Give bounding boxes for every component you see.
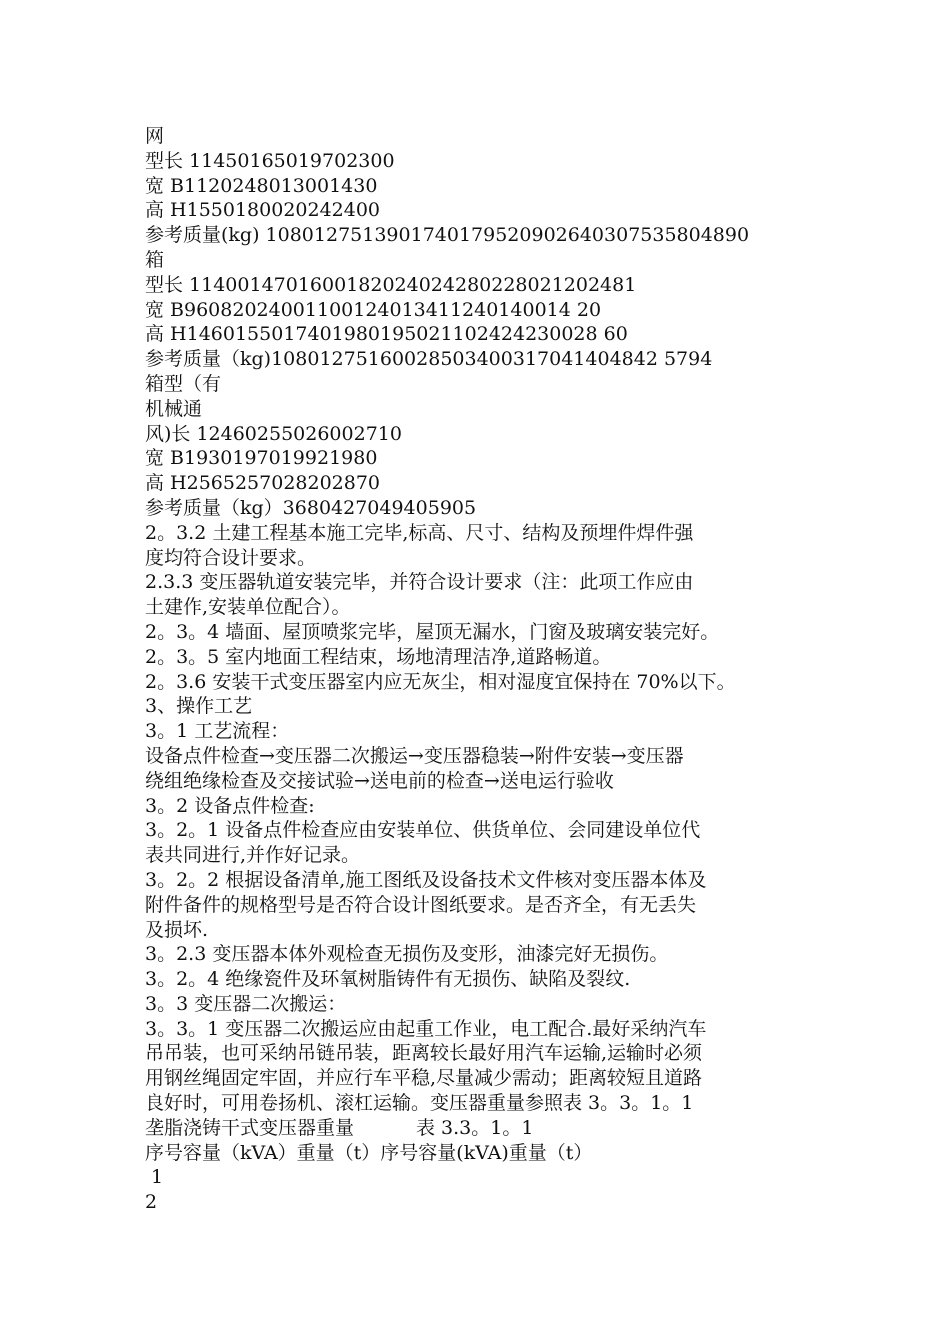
text-line: 型长 1140014701600182024024280228021202481 (145, 273, 637, 296)
text-line: 2。3.2 土建工程基本施工完毕,标高、尺寸、结构及预埋件焊件强 (145, 521, 694, 544)
text-line: 参考质量（kg）3680427049405905 (145, 496, 477, 519)
document-body (145, 124, 815, 1215)
text-line: 度均符合设计要求。 (145, 546, 317, 569)
text-line: 宽 B1930197019921980 (145, 447, 378, 470)
text-line: 吊吊装，也可采纳吊链吊装，距离较长最好用汽车运输,运输时必须 (145, 1042, 703, 1065)
text-line: 良好时，可用卷扬机、滚杠运输。变压器重量参照表 3。3。1。1 (145, 1092, 694, 1115)
text-line: 3。2。4 绝缘瓷件及环氧树脂铸件有无损伤、缺陷及裂纹. (145, 968, 631, 991)
text-line: 2。3.6 安装干式变压器室内应无灰尘，相对湿度宜保持在 70%以下。 (145, 670, 736, 693)
text-line: 3。3 变压器二次搬运： (145, 992, 347, 1015)
text-line: 及损坏. (145, 918, 209, 941)
text-line: 2。3。5 室内地面工程结束，场地清理洁净,道路畅道。 (145, 645, 612, 668)
text-line: 网 (145, 125, 165, 147)
table-title-right: 表 3.3。1。1 (416, 1116, 534, 1139)
text-line: 3、操作工艺 (145, 695, 253, 718)
table-row: 2 (145, 1191, 158, 1214)
text-line: 绕组绝缘检查及交接试验→送电前的检查→送电运行验收 (145, 769, 614, 792)
text-line: 用钢丝绳固定牢固，并应行车平稳,尽量减少需动；距离较短且道路 (145, 1067, 703, 1090)
text-line: 3。2 设备点件检查: (145, 794, 315, 817)
text-line: 3。2。2 根据设备清单,施工图纸及设备技术文件核对变压器本体及 (145, 868, 707, 891)
text-line: 3。3。1 变压器二次搬运应由起重工作业，电工配合.最好采纳汽车 (145, 1017, 707, 1040)
text-line: 2.3.3 变压器轨道安装完毕，并符合设计要求（注：此项工作应由 (145, 571, 694, 594)
text-line: 高 H2565257028202870 (145, 472, 381, 495)
text-line: 高 H1550180020242400 (145, 199, 381, 222)
table-header: 序号容量（kVA）重量（t）序号容量(kVA)重量（t） (145, 1141, 593, 1164)
text-line: 土建作,安装单位配合）。 (145, 596, 351, 619)
text-line: 高 H1460155017401980195021102424230028 60 (145, 323, 628, 346)
table-row: 1 (145, 1166, 164, 1189)
text-line: 型长 11450165019702300 (145, 149, 395, 172)
table-title-left: 垄脂浇铸干式变压器重量 (145, 1116, 355, 1139)
text-line: 3。2.3 变压器本体外观检查无损伤及变形，油漆完好无损伤。 (145, 943, 669, 966)
text-line: 机械通 (145, 397, 203, 420)
text-line: 3。2。1 设备点件检查应由安装单位、供货单位、会同建设单位代 (145, 819, 701, 842)
text-line: 箱型（有 (145, 372, 222, 395)
table-title (145, 1116, 815, 1141)
text-line: 宽 B1120248013001430 (145, 174, 378, 197)
text-line: 附件备件的规格型号是否符合设计图纸要求。是否齐全，有无丢失 (145, 893, 697, 916)
text-line: 3。1 工艺流程： (145, 720, 290, 743)
text-line: 表共同进行,并作好记录。 (145, 844, 361, 867)
text-line: 参考质量（kg)10801275160028503400317041404842 5794 (145, 348, 713, 371)
text-line: 风)长 12460255026002710 (145, 422, 402, 445)
text-line: 箱 (145, 248, 165, 271)
text-line: 设备点件检查→变压器二次搬运→变压器稳装→附件安装→变压器 (145, 744, 684, 767)
text-line: 参考质量(kg) 1080127513901740179520902640307535804890 (145, 224, 750, 247)
text-line: 2。3。4 墙面、屋顶喷浆完毕，屋顶无漏水，门窗及玻璃安装完好。 (145, 620, 720, 643)
text-line: 宽 B96082024001100124013411240140014 20 (145, 298, 602, 321)
